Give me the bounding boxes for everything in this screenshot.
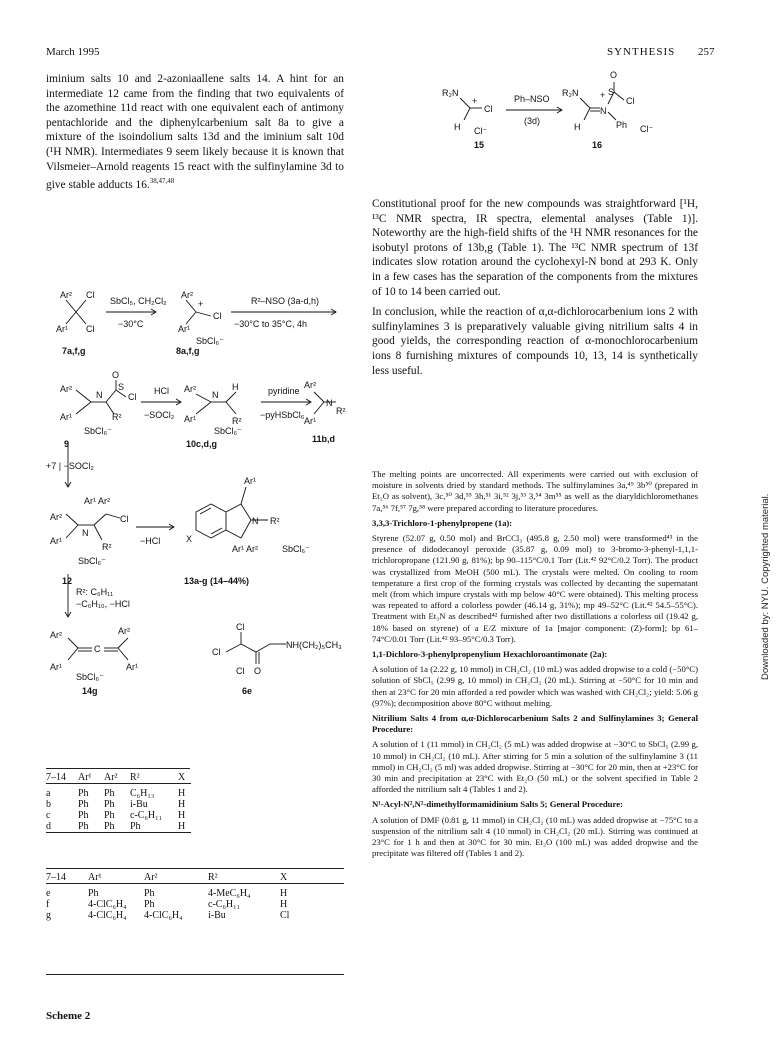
svg-text:R²–NSO (3a-d,h): R²–NSO (3a-d,h) <box>251 296 320 306</box>
svg-text:Cl: Cl <box>626 96 635 106</box>
svg-text:R²: R² <box>336 406 346 416</box>
svg-text:Ar¹: Ar¹ <box>60 412 72 422</box>
svg-text:O: O <box>254 666 262 676</box>
svg-text:SbCl₆⁻: SbCl₆⁻ <box>78 556 106 566</box>
svg-text:9: 9 <box>64 439 70 449</box>
svg-text:+: + <box>198 299 204 309</box>
table-row: a Ph Ph C₆H₁₃ H <box>46 788 186 799</box>
svg-text:S: S <box>118 382 125 392</box>
svg-text:R²: R² <box>232 416 242 426</box>
svg-text:16: 16 <box>592 140 603 150</box>
svg-text:11b,d: 11b,d <box>312 434 336 444</box>
svg-text:Ar¹ Ar²: Ar¹ Ar² <box>84 496 110 506</box>
svg-text:15: 15 <box>474 140 485 150</box>
svg-text:R²: R² <box>270 516 280 526</box>
svg-text:HCl: HCl <box>154 386 169 396</box>
scheme-2 <box>46 282 346 767</box>
table-row: g 4-ClC₆H₄ 4-ClC₆H₄ i-Bu Cl <box>46 910 290 921</box>
svg-text:13a-g (14–44%): 13a-g (14–44%) <box>184 576 250 586</box>
svg-text:Ar¹: Ar¹ <box>304 416 316 426</box>
header-date: March 1995 <box>46 46 100 58</box>
paragraph-constitutional-proof: Constitutional proof for the new compounds was straightforward [¹H, ¹³C NMR spectra, IR spectra, elemental analyses (Table 1)]. Noteworthy are the high-field shifts of the ¹H NMR resonances for the isobutyl protons of 13b,g (Table 1). The ¹³C NMR spectrum of 13f indicates slow rotation around the cyclohexyl-N bond at 293 K. Only in a few cases has the separation of the components from the mixtures of 10 to 14 been carried out. <box>372 198 698 298</box>
svg-text:6e: 6e <box>242 686 253 696</box>
experimental-intro: The melting points are uncorrected. All experiments were carried out with exclusion of moisture in solvents dried by standard methods. The sulfinylamines 3a,⁴⁹ 3b⁵⁰ (prepared in Et₂O as solvent), 3c,⁵⁰ 3d,⁵⁵ 3h,⁵¹ 3i,⁵² 3j,⁵³ 3,⁵⁴ 3m⁵⁵ as well as the diaryldichloromethanes 7a,⁵⁶ 7f,⁵⁷ 7g,⁵⁸ were prepared according to literature procedures. <box>372 469 698 513</box>
svg-text:Cl: Cl <box>128 392 137 402</box>
table-header-row: 7–14 Ar¹ Ar² R² X <box>46 772 186 783</box>
table-row: f 4-ClC₆H₄ Ph c-C₆H₁₁ H <box>46 899 288 910</box>
svg-text:7a,f,g: 7a,f,g <box>62 346 86 356</box>
svg-text:Cl: Cl <box>484 104 493 114</box>
svg-text:Ar¹ Ar²: Ar¹ Ar² <box>232 544 258 554</box>
left-paragraph: iminium salts 10 and 2-azoniaallene salts 14. A hint for an intermediate 12 came from the finding that two equivalents of the azomethine 11d react with one equivalent each of antimony pentachloride and the diphenylcarbenium salt 8a to give a mixture of the isoindolium salts 13d and the iminium salt 10d (¹H NMR). Intermediates 9 seem likely because it is known that Vilsmeier–Arnold reagents 15 react with the sulfinylamine 3d to give stable adducts 16.$^{38,47,48}$ <box>46 73 344 191</box>
svg-text:Cl: Cl <box>120 514 129 524</box>
svg-text:Ar¹: Ar¹ <box>184 414 196 424</box>
svg-text:Ar²: Ar² <box>304 380 316 390</box>
heading-1a: 3,3,3-Trichloro-1-phenylpropene (1a): <box>372 517 513 528</box>
svg-text:Ar²: Ar² <box>181 290 193 300</box>
svg-text:Ar²: Ar² <box>60 290 72 300</box>
svg-text:Ph: Ph <box>616 120 628 130</box>
svg-text:Ph–NSO: Ph–NSO <box>514 94 550 104</box>
svg-text:SbCl₆⁻: SbCl₆⁻ <box>282 544 310 554</box>
svg-text:SbCl₆⁻: SbCl₆⁻ <box>214 426 242 436</box>
svg-text:−30°C to 35°C, 4h: −30°C to 35°C, 4h <box>234 319 307 329</box>
svg-text:Ar¹: Ar¹ <box>50 536 62 546</box>
svg-text:12: 12 <box>62 576 73 586</box>
svg-text:SbCl₆⁻: SbCl₆⁻ <box>84 426 112 436</box>
svg-text:Ar²: Ar² <box>50 630 62 640</box>
svg-text:−C₆H₁₀, −HCl: −C₆H₁₀, −HCl <box>76 599 130 609</box>
scheme-caption: Scheme 2 <box>46 1010 91 1022</box>
svg-text:Ar²: Ar² <box>50 512 62 522</box>
table-row: d Ph Ph Ph H <box>46 821 186 832</box>
table-row: b Ph Ph i-Bu H <box>46 799 186 810</box>
svg-text:H: H <box>454 122 461 132</box>
right-main-text <box>372 197 698 378</box>
svg-text:Ar²: Ar² <box>184 384 196 394</box>
svg-text:Cl⁻: Cl⁻ <box>474 126 488 136</box>
table-row: e Ph Ph 4-MeC₆H₄ H <box>46 888 288 899</box>
procedure-1a: Styrene (52.07 g, 0.50 mol) and BrCCl₃ (495.8 g, 2.50 mol) were transformed⁴³ in the presence of didodecanoyl peroxide (35.87 g, 0.09 mol) to 3-bromo-3-phenyl-1,1,1-trichloropropane (121.90 g, 81%); bp 90–115°C/0.1 Torr (Lit.⁴² 92°C/0.2 Torr). The product was crystallized from MeOH (500 mL). The crystals were melted. On cooling to room temperature a first crop of the forming crystals was collected by decanting the supernatant melt (from which impure crystals with mp below 40°C were obtained). This melting process was repeated to afford a colorless powder (46.14 g, 31%); mp 49–52°C (Lit.⁴² 54.5–55°C). Treatment with Et₃N as described⁴² furnished after two distillations a colorless oil (19.42 g, 18% based on styrene) of a E/Z mixture of 1a [major component: (Z)-form]; bp 61–74°C/0.01 Torr (Lit.⁴² 93–95°C/0.3 Torr). <box>372 533 698 644</box>
svg-text:Ar¹: Ar¹ <box>56 324 68 334</box>
svg-text:+: + <box>600 90 606 100</box>
svg-text:Cl: Cl <box>213 311 222 321</box>
svg-text:+: + <box>472 96 478 106</box>
table-row: c Ph Ph c-C₆H₁₁ H <box>46 810 186 821</box>
svg-text:SbCl₆⁻: SbCl₆⁻ <box>76 672 104 682</box>
svg-text:−pyHSbCl₆: −pyHSbCl₆ <box>260 410 305 420</box>
svg-text:R²: R² <box>102 542 112 552</box>
heading-2a: 1,1-Dichloro-3-phenylpropenylium Hexachloroantimonate (2a): <box>372 649 608 660</box>
svg-text:−30°C: −30°C <box>118 319 144 329</box>
svg-text:S: S <box>608 87 615 97</box>
svg-text:O: O <box>112 370 120 380</box>
header-page: 257 <box>698 46 715 58</box>
svg-text:N: N <box>252 516 259 526</box>
heading-nitrilium: Nitrilium Salts 4 from α,α-Dichlorocarbenium Salts 2 and Sulfinylamines 3; General Procedure: <box>372 713 698 735</box>
table2-rule-bottom <box>46 974 344 975</box>
svg-text:Ar¹: Ar¹ <box>126 662 138 672</box>
svg-text:R²: C₆H₁₁: R²: C₆H₁₁ <box>76 587 114 597</box>
svg-text:Cl: Cl <box>212 647 221 657</box>
svg-text:N: N <box>212 390 219 400</box>
substituent-table-2 <box>46 872 344 921</box>
paragraph-conclusion: In conclusion, while the reaction of α,α-dichlorocarbenium ions 2 with sulfinylamines 3 is preparatively valuable giving nitrilium salts 4 in good yields, the corresponding reaction of α-monochlorocarbenium ions 8 furnishing mixtures of compounds 10, 13, 14 is synthetically less useful. <box>372 306 698 377</box>
svg-text:NH(CH₂)₅CH₃: NH(CH₂)₅CH₃ <box>286 640 342 650</box>
svg-text:SbCl₅, CH₂Cl₂: SbCl₅, CH₂Cl₂ <box>110 296 167 306</box>
svg-text:N: N <box>600 106 607 116</box>
table1-rule-top <box>46 768 190 769</box>
svg-text:14g: 14g <box>82 686 98 696</box>
procedure-2a: A solution of 1a (2.22 g, 10 mmol) in CH₂Cl₂ (10 mL) was added dropwise to a cold (−50°C) solution of SbCl₅ (2.99 g, 10 mmol) in CH₂Cl₂ (20 mL). Stirring at −50°C for 10 min and then at 23°C for 20 min afforded a red powder which was washed with CH₂Cl₂; yield: 5.06 g (97%); decomposition above 80°C without melting. <box>372 664 698 708</box>
svg-text:Ar²: Ar² <box>60 384 72 394</box>
svg-text:C: C <box>94 644 101 654</box>
svg-text:N: N <box>96 390 103 400</box>
svg-text:H: H <box>574 122 581 132</box>
svg-text:H: H <box>232 382 239 392</box>
svg-text:−SOCl₂: −SOCl₂ <box>144 410 175 420</box>
reaction-15-16 <box>440 68 680 157</box>
svg-text:O: O <box>610 70 618 80</box>
svg-text:Cl: Cl <box>86 324 95 334</box>
substituent-table-1 <box>46 772 191 835</box>
svg-text:R²: R² <box>112 412 122 422</box>
svg-text:Cl⁻: Cl⁻ <box>640 124 654 134</box>
svg-text:Cl: Cl <box>236 622 245 632</box>
scheme-2-drawing <box>46 282 346 762</box>
svg-text:R₂N: R₂N <box>562 88 579 98</box>
svg-text:X: X <box>186 534 193 544</box>
download-notice: Downloaded by: NYU. Copyrighted material. <box>760 493 771 680</box>
procedure-nitrilium: A solution of 1 (11 mmol) in CH₂Cl₂ (5 mL) was added dropwise at −30°C to SbCl₅ (2.99 g, 10 mmol) in CH₂Cl₂ (10 mL). After stirring for 5 min a solution of the sulfinylamine 3 (11 mmol) in CH₂Cl₂ (5 ml) was added dropwise. Stirring at −30°C for 20 min, then at +23°C for 30 min and precipitation at 23°C with Et₂O (50 mL) or the solvent specified in Table 2 afforded the nitrilium salt 4 (Tables 1 and 2). <box>372 739 698 795</box>
svg-text:10c,d,g: 10c,d,g <box>186 439 218 449</box>
header-journal: SYNTHESIS <box>607 46 676 58</box>
svg-text:Ar²: Ar² <box>118 626 130 636</box>
svg-text:(3d): (3d) <box>524 116 541 126</box>
svg-text:N: N <box>326 398 333 408</box>
svg-text:−HCl: −HCl <box>140 536 161 546</box>
svg-text:Cl: Cl <box>86 290 95 300</box>
svg-text:8a,f,g: 8a,f,g <box>176 346 200 356</box>
svg-text:Cl: Cl <box>236 666 245 676</box>
experimental-section <box>372 469 698 864</box>
procedure-formamidinium: A solution of DMF (0.81 g, 11 mmol) in CH₂Cl₂ (10 mL) was added dropwise at −75°C to a suspension of the nitrilium salt 4 (10 mmol) in CH₂Cl₂ (20 mL). Stirring was continued at 23°C for 1 h and then at 30°C for 30 min. Et₂O (100 mL) was added dropwise and the precipitate was filtered off (Tables 1 and 2). <box>372 814 698 859</box>
svg-text:pyridine: pyridine <box>268 386 300 396</box>
svg-text:Ar¹: Ar¹ <box>178 324 190 334</box>
svg-text:Ar¹: Ar¹ <box>50 662 62 672</box>
table-header-row: 7–14 Ar¹ Ar² R² X <box>46 872 288 883</box>
svg-text:+7 | −SOCl₂: +7 | −SOCl₂ <box>46 461 94 471</box>
heading-formamidinium: N¹-Acyl-N²,N²-dimethylformamidinium Salts 5; General Procedure: <box>372 799 623 810</box>
svg-text:SbCl₆⁻: SbCl₆⁻ <box>196 336 224 346</box>
svg-text:Ar¹: Ar¹ <box>244 476 256 486</box>
svg-text:R₂N: R₂N <box>442 88 459 98</box>
reaction-15-16-drawing <box>440 68 680 152</box>
svg-text:N: N <box>82 528 89 538</box>
table2-rule-top <box>46 868 344 869</box>
